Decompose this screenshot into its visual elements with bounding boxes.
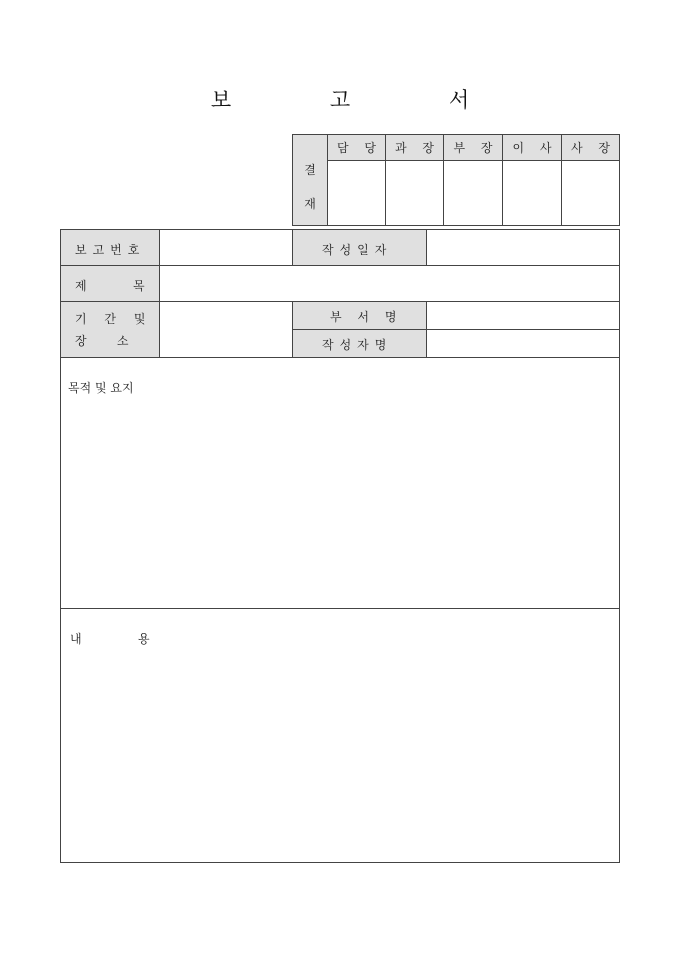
approval-column [562,135,619,225]
period-label: 기 간 및 [75,312,146,326]
approval-side-top: 결 [304,163,316,177]
period-place-field[interactable] [160,302,292,357]
subject-label-2: 목 [133,279,145,293]
approval-side-bottom: 재 [304,197,316,211]
approval-block [292,134,620,226]
approval-column [503,135,562,225]
approval-head: 부 장 [444,135,502,161]
dept-label: 부 서 명 [330,310,397,324]
signature-box[interactable] [444,161,502,224]
date-label: 작성일자 [322,243,393,257]
approval-head: 이 사 [503,135,561,161]
content-label: 내 [70,632,82,646]
approval-head: 과 장 [386,135,443,161]
subject-label: 제 [75,279,87,293]
signature-box[interactable] [503,161,561,224]
report-no-field[interactable] [160,230,291,265]
col-divider [292,301,293,357]
purpose-field[interactable] [61,398,619,608]
signature-box[interactable] [328,161,385,224]
subject-field[interactable] [160,266,619,301]
dept-field[interactable] [427,302,619,329]
approval-column [328,135,386,225]
row-divider [61,357,619,358]
report-form [60,229,620,863]
content-label-2: 용 [138,632,150,646]
content-field[interactable] [61,650,619,862]
author-field[interactable] [427,330,619,357]
place-label: 장 소 [75,334,132,348]
approval-column [386,135,444,225]
approval-side-label [293,135,328,225]
approval-column [444,135,503,225]
signature-box[interactable] [386,161,443,224]
purpose-label: 목적 및 요지 [68,381,134,395]
approval-head: 담 당 [328,135,385,161]
report-no-label: 보고번호 [75,243,146,257]
col-divider [292,230,293,265]
signature-box[interactable] [562,161,619,224]
date-field[interactable] [427,230,619,265]
author-label: 작성자명 [322,338,393,352]
approval-head: 사 장 [562,135,619,161]
section-divider [61,608,619,609]
document-title: 보 고 서 [210,88,516,112]
